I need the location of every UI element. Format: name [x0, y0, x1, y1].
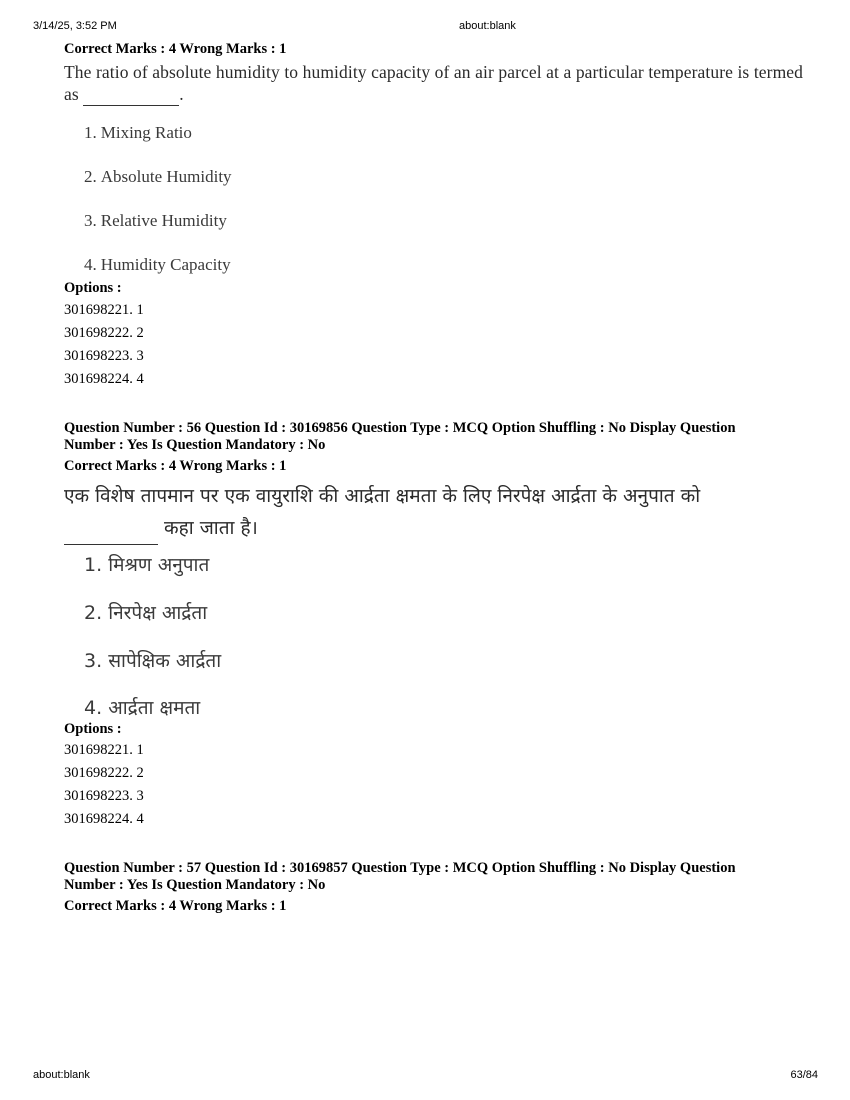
print-url: about:blank — [459, 20, 516, 32]
q56-option-id-3: 301698223. 3 — [64, 788, 144, 804]
q55-question-text: The ratio of absolute humidity to humidity capacity of an air parcel at a particular temperature is termed as . — [64, 62, 804, 104]
q56-option-id-4: 301698224. 4 — [64, 811, 144, 827]
q56-marks: Correct Marks : 4 Wrong Marks : 1 — [64, 458, 287, 474]
print-datetime: 3/14/25, 3:52 PM — [33, 20, 117, 32]
answer-blank — [83, 83, 179, 106]
q55-option-id-1: 301698221. 1 — [64, 302, 144, 318]
q57-marks: Correct Marks : 4 Wrong Marks : 1 — [64, 898, 287, 914]
q56-option-id-1: 301698221. 1 — [64, 742, 144, 758]
q56-header: Question Number : 56 Question Id : 30169856 Question Type : MCQ Option Shuffling : No Display Question Number : Yes Is Question Mandatory : No — [64, 420, 736, 453]
q55-option-id-3: 301698223. 3 — [64, 348, 144, 364]
q56-question-image — [64, 480, 754, 545]
q55-marks: Correct Marks : 4 Wrong Marks : 1 — [64, 41, 287, 57]
print-footer — [0, 1069, 850, 1083]
q55-choice-1: 1. Mixing Ratio — [84, 123, 192, 142]
q56-option-id-2: 301698222. 2 — [64, 765, 144, 781]
q56-question-text: एक विशेष तापमान पर एक वायुराशि की आर्द्रता क्षमता के लिए निरपेक्ष आर्द्रता के अनुपात को कहा जाता है। — [64, 480, 754, 545]
q55-question-image — [64, 61, 814, 106]
q55-choice-4: 4. Humidity Capacity — [84, 255, 231, 274]
answer-blank — [64, 512, 158, 545]
q56-options-label: Options : — [64, 721, 122, 737]
q56-choice-3: 3. सापेक्षिक आर्द्रता — [84, 650, 222, 672]
print-header — [0, 20, 850, 34]
q55-choice-2: 2. Absolute Humidity — [84, 167, 232, 186]
q55-option-id-2: 301698222. 2 — [64, 325, 144, 341]
page-number: 63/84 — [790, 1069, 818, 1081]
q55-option-id-4: 301698224. 4 — [64, 371, 144, 387]
q56-choice-1: 1. मिश्रण अनुपात — [84, 554, 210, 576]
q56-choice-4: 4. आर्द्रता क्षमता — [84, 697, 201, 719]
q57-header: Question Number : 57 Question Id : 30169857 Question Type : MCQ Option Shuffling : No Display Question Number : Yes Is Question Mandatory : No — [64, 860, 736, 893]
q55-choice-3: 3. Relative Humidity — [84, 211, 227, 230]
q55-options-label: Options : — [64, 280, 122, 296]
q56-choice-2: 2. निरपेक्ष आर्द्रता — [84, 602, 208, 624]
print-footer-url: about:blank — [33, 1069, 90, 1081]
